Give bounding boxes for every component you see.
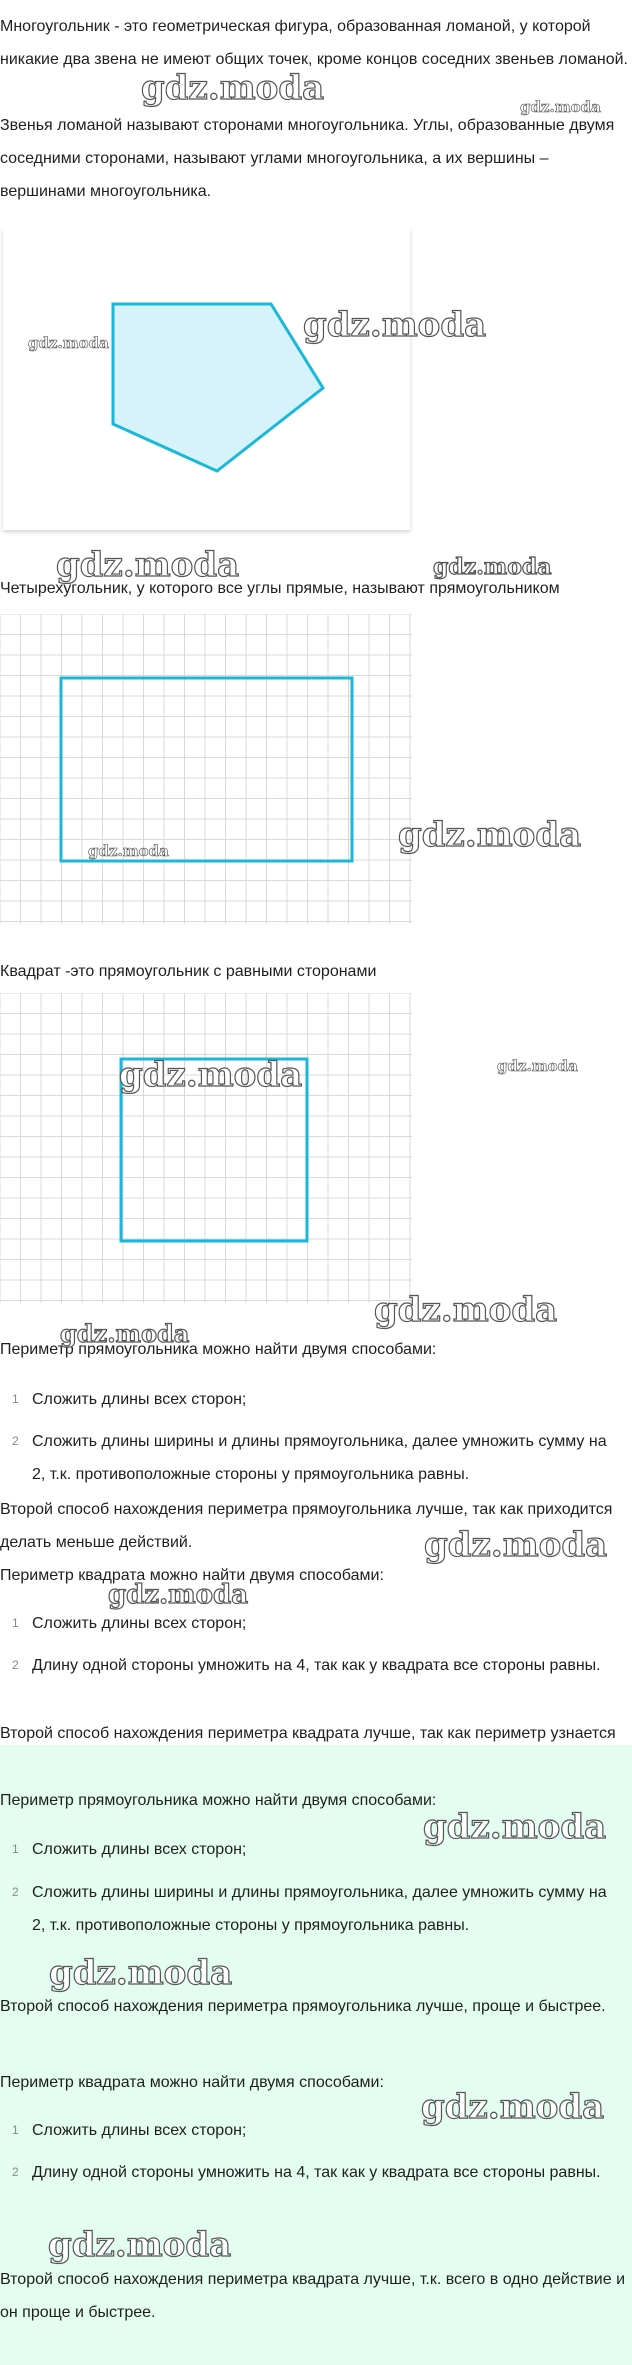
square-figure — [0, 993, 416, 1303]
watermark: gdz.moda — [374, 1290, 558, 1330]
rectangle-figure — [0, 614, 416, 924]
watermark: gdz.moda — [424, 1525, 608, 1565]
watermark: gdz.moda — [497, 1057, 578, 1075]
watermark: gdz.moda — [48, 2225, 232, 2265]
list-number: 2 — [12, 2165, 19, 2179]
list-text: Сложить длины всех сторон; — [32, 2122, 247, 2139]
list-number: 1 — [12, 1616, 19, 1630]
list-number: 1 — [12, 1392, 19, 1406]
definition-rectangle: Четырехугольник, у которого все углы прямые, называют прямоугольником — [0, 580, 560, 597]
polygon-image — [0, 228, 416, 538]
list-text: Длину одной стороны умножить на 4, так как у квадрата все стороны равны. — [32, 2164, 601, 2181]
definition-sides-angles: Звенья ломаной называют сторонами многоугольника. Углы, образованные двумя соседними сторонами, называют углами многоугольника, а их вершины – вершинами многоугольника. — [0, 117, 615, 200]
watermark: gdz.moda — [423, 1807, 607, 1847]
watermark: gdz.moda — [421, 2087, 605, 2127]
watermark: gdz.moda — [433, 554, 552, 580]
watermark: gdz.moda — [28, 334, 109, 352]
list-text: Сложить длины всех сторон; — [32, 1391, 247, 1408]
answer-rectangle-conclusion: Второй способ нахождения периметра прямоугольника лучше, проще и быстрее. — [0, 1998, 606, 2015]
rectangle-shape — [61, 678, 352, 861]
list-text: Длину одной стороны умножить на 4, так как у квадрата все стороны равны. — [32, 1657, 601, 1674]
list-number: 2 — [12, 1885, 19, 1899]
list-number: 1 — [12, 1842, 19, 1856]
watermark: gdz.moda — [398, 815, 582, 855]
answer-square-intro: Периметр квадрата можно найти двумя способами: — [0, 2074, 384, 2091]
list-number: 2 — [12, 1658, 19, 1672]
square-perimeter-conclusion: Второй способ нахождения периметра квадрата лучше, так как периметр узнается — [0, 1725, 616, 1742]
list-text: Сложить длины ширины и длины прямоугольника, далее умножить сумму на 2, т.к. противоположные стороны у прямоугольника равны. — [32, 1884, 607, 1934]
definition-polygon: Многоугольник - это геометрическая фигура, образованная ломаной, у которой никакие два звена не имеют общих точек, кроме концов соседних звеньев ломаной. — [0, 18, 628, 68]
definition-square: Квадрат -это прямоугольник с равными сторонами — [0, 963, 377, 980]
list-text: Сложить длины ширины и длины прямоугольника, далее умножить сумму на 2, т.к. противоположные стороны у прямоугольника равны. — [32, 1433, 607, 1483]
polygon-figure — [0, 228, 416, 538]
watermark: gdz.moda — [141, 68, 325, 108]
list-number: 1 — [12, 2123, 19, 2137]
watermark: gdz.moda — [49, 1953, 233, 1993]
rectangle-grid-image — [0, 614, 416, 924]
watermark: gdz.moda — [60, 1319, 190, 1348]
watermark: gdz.moda — [119, 1055, 303, 1095]
watermark: gdz.moda — [303, 305, 487, 345]
answer-rectangle-intro: Периметр прямоугольника можно найти двумя способами: — [0, 1792, 437, 1809]
list-text: Сложить длины всех сторон; — [32, 1615, 247, 1632]
rectangle-perimeter-conclusion: Второй способ нахождения периметра прямоугольника лучше, так как приходится делать меньше действий. — [0, 1501, 613, 1551]
list-text: Сложить длины всех сторон; — [32, 1841, 247, 1858]
watermark: gdz.moda — [56, 545, 240, 585]
watermark: gdz.moda — [108, 1580, 249, 1610]
rectangle-perimeter-intro: Периметр прямоугольника можно найти двумя способами: — [0, 1341, 437, 1358]
list-number: 2 — [12, 1434, 19, 1448]
watermark: gdz.moda — [88, 842, 169, 860]
square-grid-image — [0, 993, 416, 1303]
answer-square-conclusion: Второй способ нахождения периметра квадрата лучше, т.к. всего в одно действие и он проще и быстрее. — [0, 2271, 625, 2321]
square-perimeter-intro: Периметр квадрата можно найти двумя способами: — [0, 1567, 384, 1584]
watermark: gdz.moda — [520, 98, 601, 116]
